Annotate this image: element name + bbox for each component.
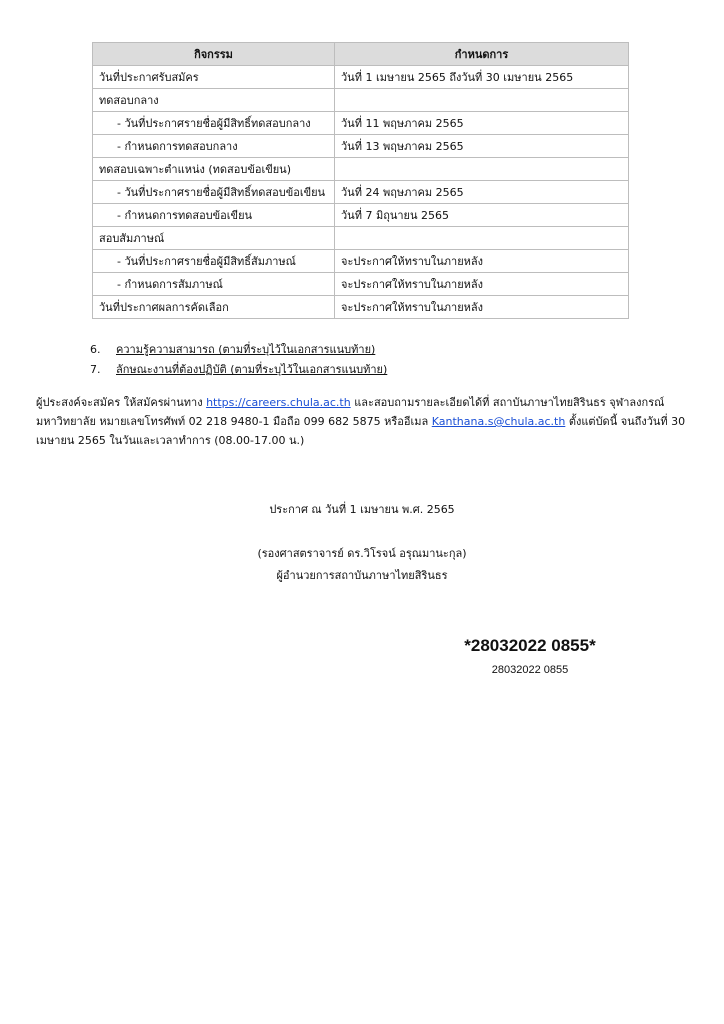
activity-cell: ทดสอบเฉพาะตำแหน่ง (ทดสอบข้อเขียน)	[93, 158, 335, 181]
table-row	[93, 204, 629, 227]
contact-text: ผู้ประสงค์จะสมัคร ให้สมัครผ่านทาง	[36, 396, 207, 409]
activity-cell: สอบสัมภาษณ์	[93, 227, 335, 250]
numbered-item-6	[90, 340, 375, 358]
table-row	[93, 158, 629, 181]
schedule-cell	[335, 227, 629, 250]
signatory-position: ผู้อำนวยการสถาบันภาษาไทยสิรินธร	[276, 569, 448, 582]
document-barcode-text: *28032022 0855*	[464, 636, 596, 655]
schedule-column-header: กำหนดการ	[335, 43, 629, 66]
schedule-cell: วันที่ 1 เมษายน 2565 ถึงวันที่ 30 เมษายน 2565	[335, 66, 629, 89]
schedule-table	[92, 42, 629, 319]
activity-cell: - กำหนดการสัมภาษณ์	[93, 273, 335, 296]
item-number: 6.	[90, 343, 101, 356]
schedule-cell: วันที่ 11 พฤษภาคม 2565	[335, 112, 629, 135]
activity-cell: - วันที่ประกาศรายชื่อผู้มีสิทธิ์ทดสอบกลาง	[93, 112, 335, 135]
contact-text: และสอบถามรายละเอียดได้ที่ สถาบันภาษาไทยสิรินธร จุฬาลงกรณ์มหาวิทยาลัย หมายเลขโทรศัพท์ 02 218 9480-1 มือถือ 099 682 5875 หรืออีเมล	[36, 396, 665, 428]
table-header-row	[93, 43, 629, 66]
activity-cell: - กำหนดการทดสอบข้อเขียน	[93, 204, 335, 227]
table-row	[93, 296, 629, 319]
numbered-item-7	[90, 360, 387, 378]
schedule-cell: จะประกาศให้ทราบในภายหลัง	[335, 250, 629, 273]
activity-cell: วันที่ประกาศผลการคัดเลือก	[93, 296, 335, 319]
table-row	[93, 135, 629, 158]
item-text: ความรู้ความสามารถ (ตามที่ระบุไว้ในเอกสารแนบท้าย)	[116, 343, 376, 356]
activity-cell: - วันที่ประกาศรายชื่อผู้มีสิทธิ์สัมภาษณ์	[93, 250, 335, 273]
table-row	[93, 250, 629, 273]
table-row	[93, 89, 629, 112]
table-row	[93, 273, 629, 296]
announcement-date: ประกาศ ณ วันที่ 1 เมษายน พ.ศ. 2565	[269, 503, 455, 516]
activity-cell: - วันที่ประกาศรายชื่อผู้มีสิทธิ์ทดสอบข้อเขียน	[93, 181, 335, 204]
schedule-cell: วันที่ 24 พฤษภาคม 2565	[335, 181, 629, 204]
contact-paragraph	[36, 393, 696, 450]
schedule-cell: วันที่ 13 พฤษภาคม 2565	[335, 135, 629, 158]
activity-column-header: กิจกรรม	[93, 43, 335, 66]
activity-cell: - กำหนดการทดสอบกลาง	[93, 135, 335, 158]
schedule-cell	[335, 89, 629, 112]
schedule-cell: วันที่ 7 มิถุนายน 2565	[335, 204, 629, 227]
item-text: ลักษณะงานที่ต้องปฏิบัติ (ตามที่ระบุไว้ในเอกสารแนบท้าย)	[116, 363, 388, 376]
schedule-cell: จะประกาศให้ทราบในภายหลัง	[335, 296, 629, 319]
table-row	[93, 66, 629, 89]
table-row	[93, 181, 629, 204]
schedule-cell	[335, 158, 629, 181]
email-link[interactable]: Kanthana.s@chula.ac.th	[431, 415, 566, 428]
item-number: 7.	[90, 363, 101, 376]
table-row	[93, 112, 629, 135]
activity-cell: ทดสอบกลาง	[93, 89, 335, 112]
contact-text: ตั้งแต่บัดนี้ จนถึงวันที่ 30 เมษายน 2565 ในวันและเวลาทำการ (08.00-17.00 น.)	[36, 415, 686, 447]
careers-link[interactable]: https://careers.chula.ac.th	[206, 396, 351, 409]
schedule-cell: จะประกาศให้ทราบในภายหลัง	[335, 273, 629, 296]
table-row	[93, 227, 629, 250]
activity-cell: วันที่ประกาศรับสมัคร	[93, 66, 335, 89]
signatory-name: (รองศาสตราจารย์ ดร.วิโรจน์ อรุณมานะกุล)	[257, 547, 467, 560]
document-code: 28032022 0855	[491, 664, 569, 676]
